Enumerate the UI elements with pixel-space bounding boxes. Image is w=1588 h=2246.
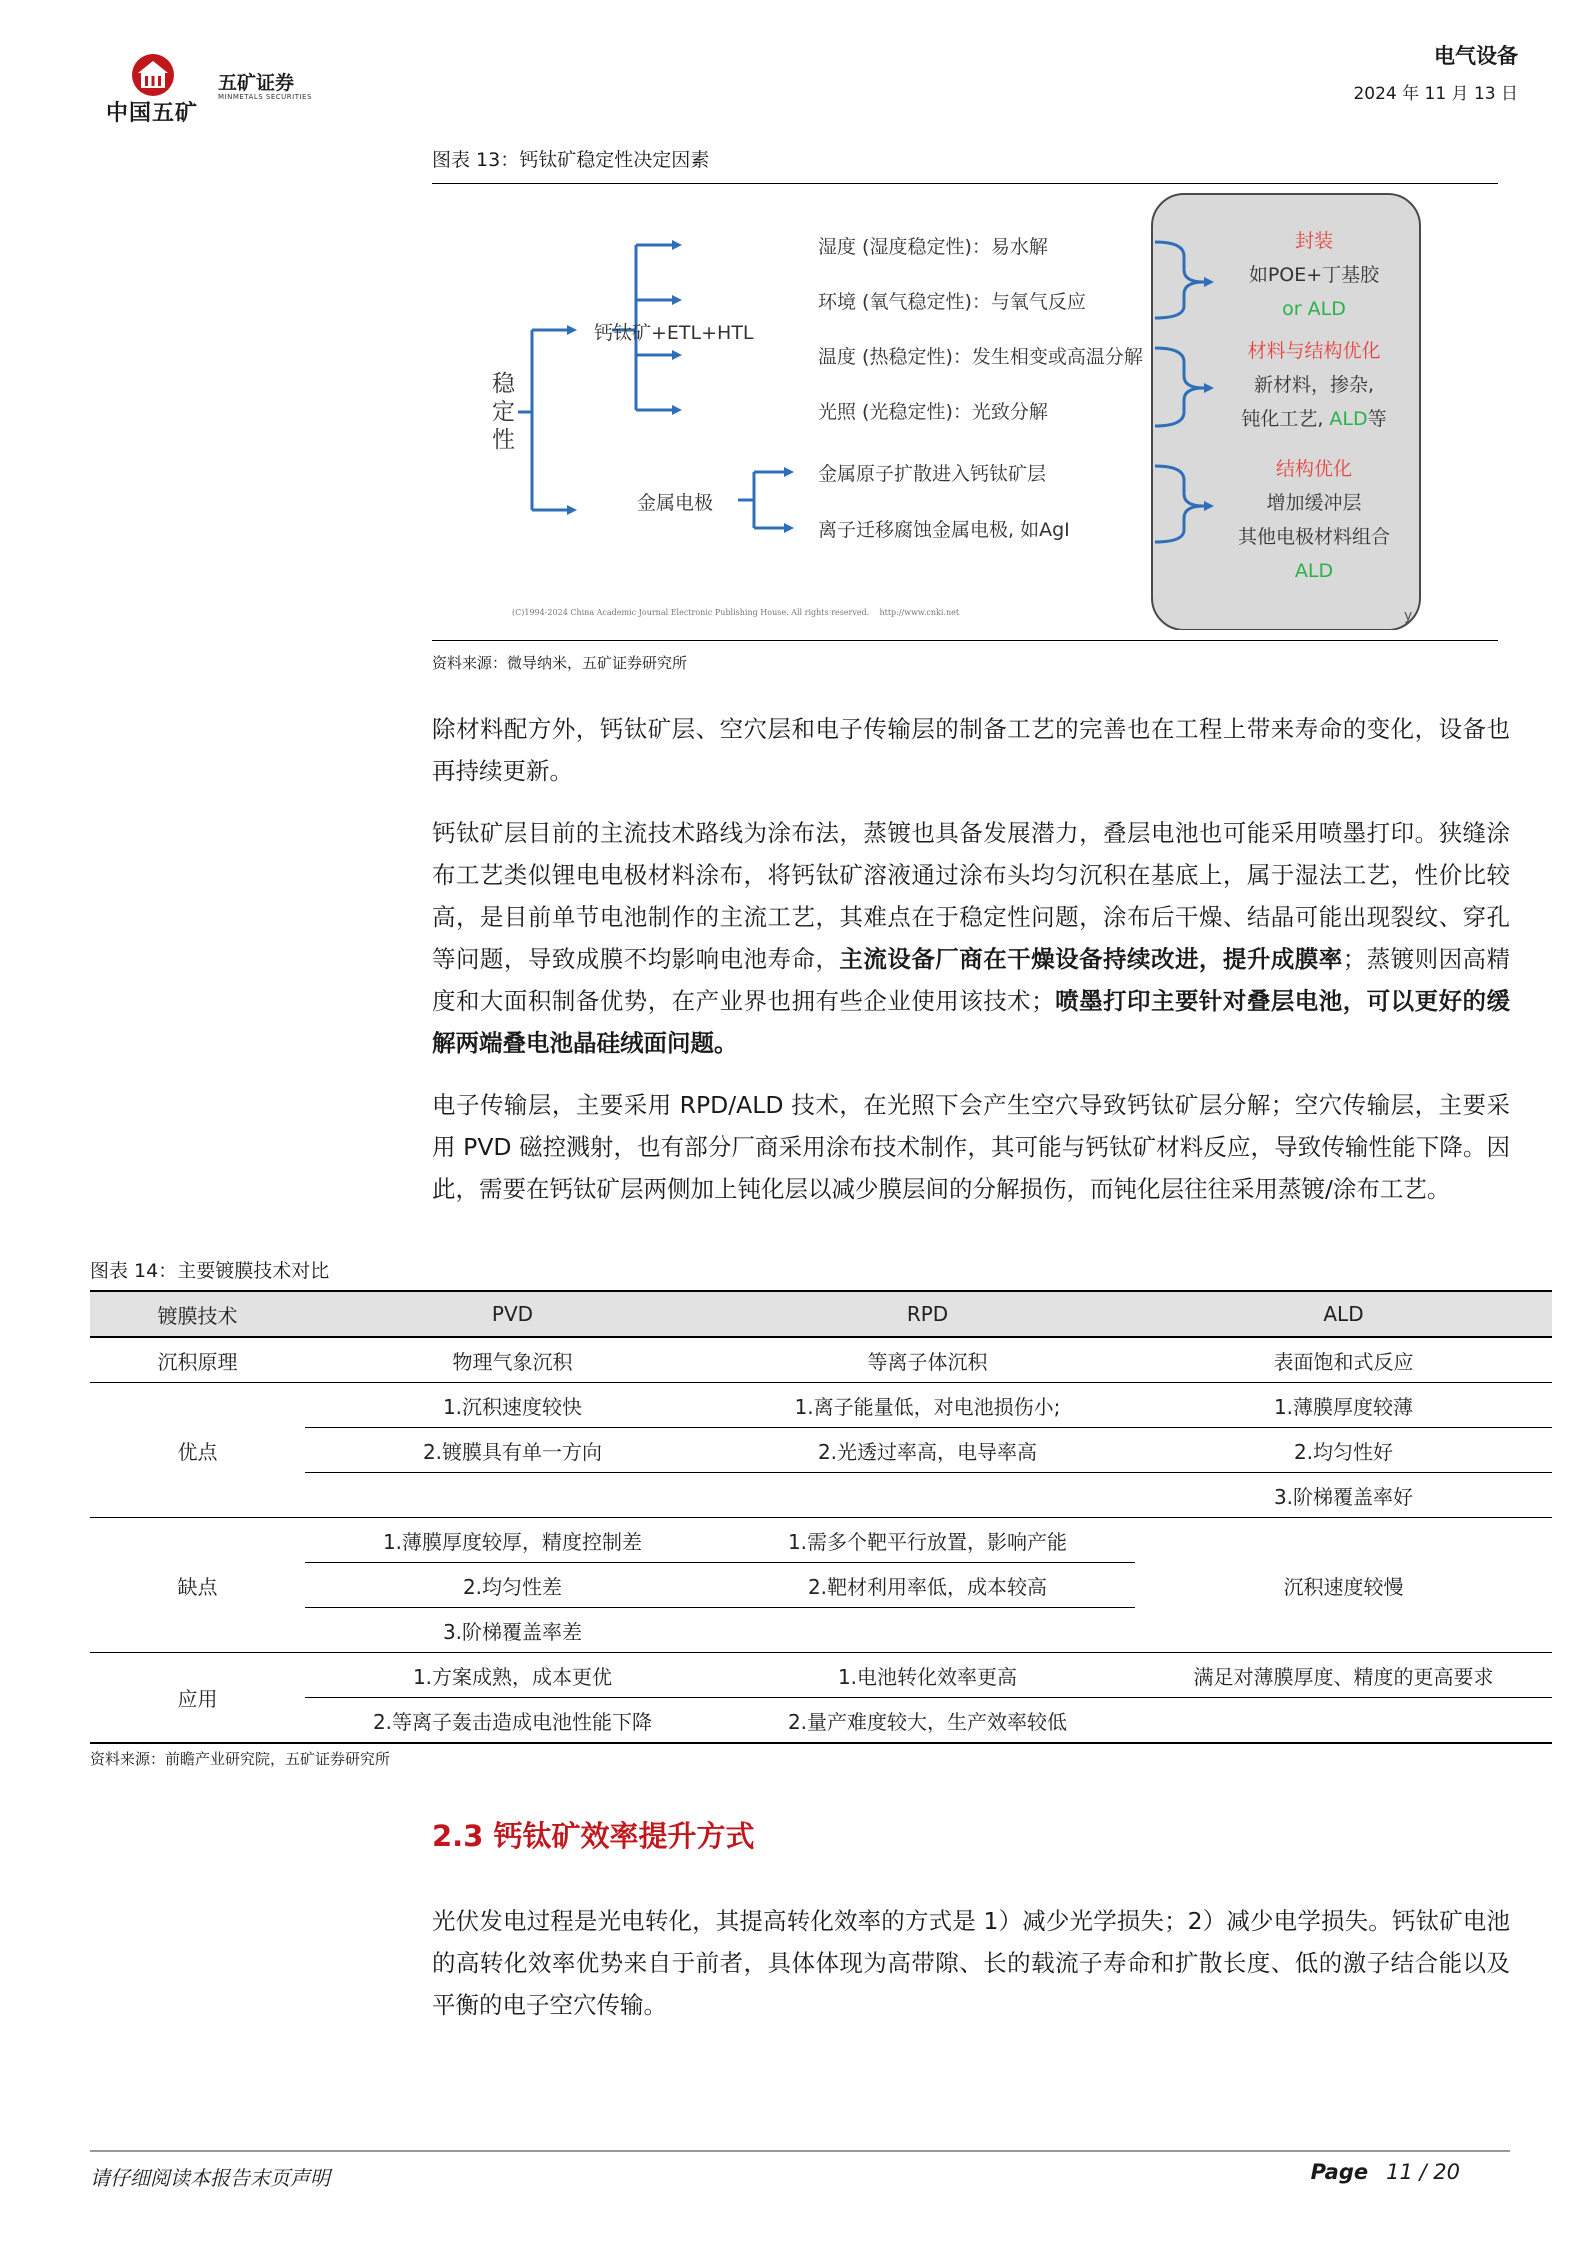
table-cell: 1.方案成熟，成本更优 [305,1653,720,1698]
leaf-oxygen: 环境 (氧气稳定性)：与氧气反应 [818,291,1086,313]
table14-source: 资料来源：前瞻产业研究院，五矿证券研究所 [90,1750,391,1768]
table-cell: 2.均匀性差 [305,1563,720,1608]
table-cell: 3.阶梯覆盖率差 [305,1608,720,1653]
table-cell: 沉积速度较慢 [1135,1518,1552,1653]
table-cell [305,1473,720,1518]
table-row [90,1428,1552,1473]
table-row [90,1337,1552,1383]
header-cell: RPD [720,1291,1135,1337]
coating-comparison-table [90,1290,1552,1744]
solution-material-structure [1214,334,1414,436]
table-cell: 2.均匀性好 [1135,1428,1552,1473]
table-cell [720,1608,1135,1653]
table-cell: 2.光透过率高，电导率高 [720,1428,1135,1473]
table-cell [1135,1698,1552,1744]
table-cell: 2.靶材利用率低，成本较高 [720,1563,1135,1608]
solution-structure-line2: 其他电极材料组合 [1237,526,1390,548]
leaf-metal-diffusion: 金属原子扩散进入钙钛矿层 [818,463,1047,485]
table-row [90,1383,1552,1428]
solution-structure-line3: ALD [1294,560,1334,582]
table-cell: 满足对薄膜厚度、精度的更高要求 [1135,1653,1552,1698]
table-cell: 沉积原理 [90,1337,305,1383]
branch2-lines [738,472,784,528]
row-label-disadvantages: 缺点 [90,1518,305,1653]
solution-encapsulation-line1: 如POE+丁基胶 [1248,264,1380,286]
leaf-light: 光照 (光稳定性)：光致分解 [818,401,1048,423]
leaf-thermal: 温度 (热稳定性)：发生相变或高温分解 [818,346,1143,368]
table-cell: 1.薄膜厚度较厚，精度控制差 [305,1518,720,1563]
page-number [1311,2160,1460,2184]
table-cell: 表面饱和式反应 [1135,1337,1552,1383]
table-cell: 1.需多个靶平行放置，影响产能 [720,1518,1135,1563]
section-title: 2.3 钙钛矿效率提升方式 [432,1819,755,1853]
table-cell: 物理气象沉积 [305,1337,720,1383]
company-logo-emblem [130,52,176,98]
figure13-bottom-rule [432,640,1498,641]
report-sector: 电气设备 [1434,44,1518,68]
solution-material-line1: 新材料，掺杂, [1253,374,1375,396]
table-cell: 1.电池转化效率更高 [720,1653,1135,1698]
leaf-ion-migration: 离子迁移腐蚀金属电极, 如AgI [818,519,1070,541]
table-row [90,1518,1552,1563]
paragraph-perovskite-layer: 钙钛矿层目前的主流技术路线为涂布法，蒸镀也具备发展潜力，叠层电池也可能采用喷墨打印。狭缝涂布工艺类似锂电电极材料涂布，将钙钛矿溶液通过涂布头均匀沉积在基底上，属于湿法工艺，性价比较高，是目前单节电池制作的主流工艺，其难点在于稳定性问题，涂布后干燥、结晶可能出现裂纹、穿孔等问题，导致成膜不均影响电池寿命，主流设备厂商在干燥设备持续改进，提升成膜率；蒸镀则因高精度和大面积制备优势，在产业界也拥有些企业使用该技术；喷墨打印主要针对叠层电池，可以更好的缓解两端叠电池晶硅绒面问题。 [432,819,1511,1057]
table14-title: 图表 14：主要镀膜技术对比 [90,1260,330,1282]
corner-mark: y [1404,608,1413,624]
cnki-watermark: (C)1994-2024 China Academic Journal Electronic Publishing House. All rights reserved. http://www.cnki.net [512,608,960,617]
broker-name-en: MINMETALS SECURITIES [218,93,312,101]
table-cell: 1.沉积速度较快 [305,1383,720,1428]
table-cell: 等离子体沉积 [720,1337,1135,1383]
root-branch-lines [518,330,567,510]
row-label-applications: 应用 [90,1653,305,1744]
footer-rule [90,2150,1510,2152]
solution-encapsulation-line2: or ALD [1282,298,1346,320]
footer-disclaimer: 请仔细阅读本报告末页声明 [90,2166,330,2190]
solution-structure-title: 结构优化 [1275,458,1352,480]
solution-material-line2: 钝化工艺, ALD等 [1241,408,1387,430]
branch-perovskite-etl-htl: 钙钛矿+ETL+HTL [594,322,754,344]
figure13-title: 图表 13：钙钛矿稳定性决定因素 [432,149,710,171]
leaf-humidity: 湿度 (湿度稳定性)：易水解 [818,236,1048,258]
figure13-source: 资料来源：微导纳米，五矿证券研究所 [432,654,688,672]
solution-material-title: 材料与结构优化 [1247,340,1381,362]
table-cell: 2.量产难度较大，生产效率较低 [720,1698,1135,1744]
table-row [90,1698,1552,1744]
broker-name: 五矿证券 [218,72,295,94]
branch-metal-electrode: 金属电极 [637,492,714,514]
company-name-cn: 中国五矿 [106,101,199,126]
paragraph-efficiency: 光伏发电过程是光电转化，其提高转化效率的方式是 1）减少光学损失；2）减少电学损失。钙钛矿电池的高转化效率优势来自于前者，具体体现为高带隙、长的载流子寿命和扩散长度、低的激子结合能以及平衡的电子空穴传输。 [432,1907,1510,2019]
table-cell: 2.等离子轰击造成电池性能下降 [305,1698,720,1744]
table-row [90,1473,1552,1518]
header-cell: ALD [1135,1291,1552,1337]
solution-encapsulation-title: 封装 [1294,230,1333,252]
report-date: 2024 年 11 月 13 日 [1353,84,1518,104]
table-cell: 1.离子能量低，对电池损伤小; [720,1383,1135,1428]
table-cell: 3.阶梯覆盖率好 [1135,1473,1552,1518]
table-row [90,1653,1552,1698]
header-cell: PVD [305,1291,720,1337]
paragraph-process-improvement: 除材料配方外，钙钛矿层、空穴层和电子传输层的制备工艺的完善也在工程上带来寿命的变化，设备也再持续更新。 [432,715,1510,785]
page-label: Page [1310,2160,1369,2184]
figure13-top-rule [432,183,1498,184]
table-cell: 2.镀膜具有单一方向 [305,1428,720,1473]
solution-structure-line1: 增加缓冲层 [1266,492,1362,514]
solution-structure [1214,452,1414,588]
table-cell: 1.薄膜厚度较薄 [1135,1383,1552,1428]
table-cell [720,1473,1135,1518]
stability-diagram [432,190,1432,630]
diagram-root-label: 稳定性 [492,371,515,453]
table-header-row [90,1291,1552,1337]
paragraph-transport-layers: 电子传输层，主要采用 RPD/ALD 技术，在光照下会产生空穴导致钙钛矿层分解；空穴传输层，主要采用 PVD 磁控溅射，也有部分厂商采用涂布技术制作，其可能与钙钛矿材料反应，导致传输性能下降。因此，需要在钙钛矿层两侧加上钝化层以减少膜层间的分解损伤，而钝化层往往采用蒸镀/涂布工艺。 [432,1091,1510,1203]
page-count: 11 / 20 [1386,2160,1460,2184]
row-label-advantages: 优点 [90,1383,305,1518]
solution-encapsulation [1214,224,1414,326]
header-cell: 镀膜技术 [90,1291,305,1337]
